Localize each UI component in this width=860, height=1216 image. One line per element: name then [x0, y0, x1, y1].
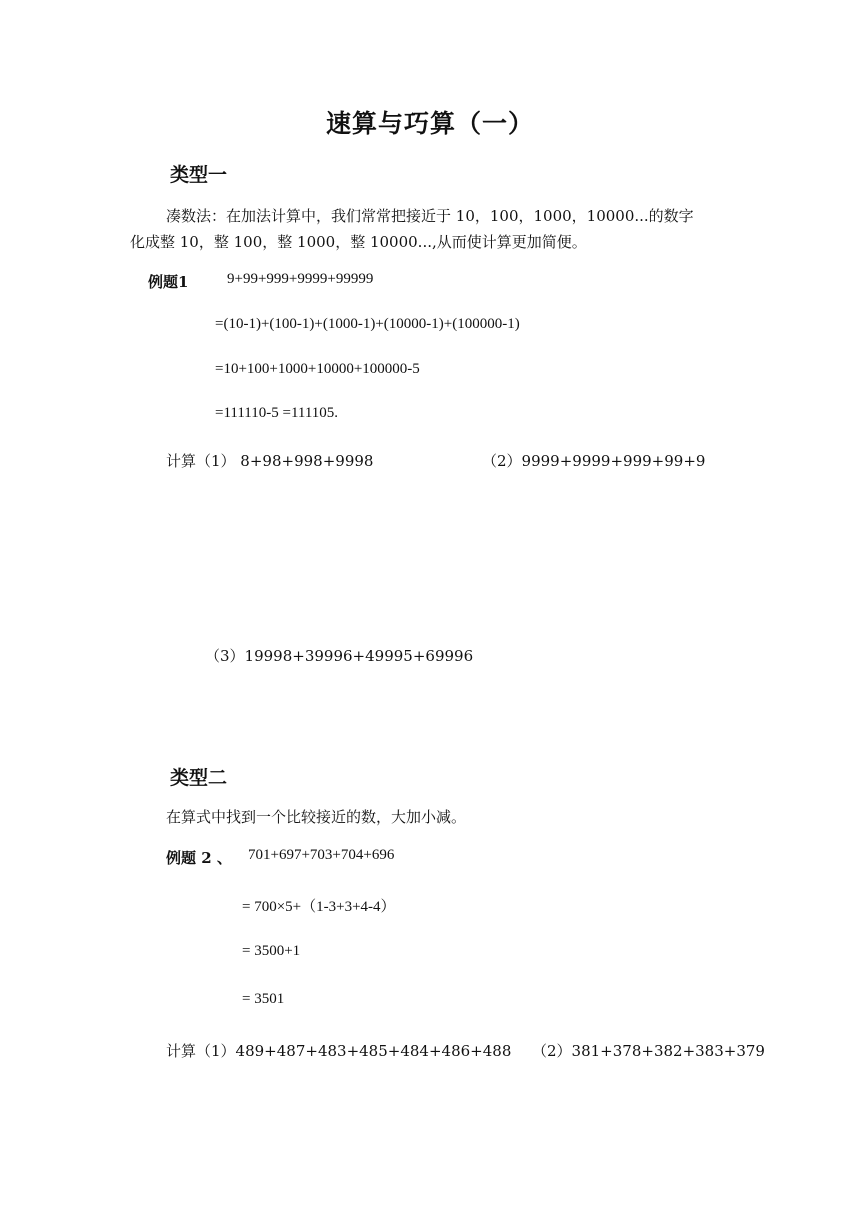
section-one-description-line-1: 凑数法：在加法计算中，我们常常把接近于 10，100，1000，10000...的数字 [166, 207, 694, 225]
example-two-label: 例题 2 、 [166, 849, 232, 867]
example-two-line-2: = 700×5+（1-3+3+4-4） [242, 899, 396, 915]
exercise-two-task-1: 计算（1）489+487+483+485+484+486+488 [166, 1042, 512, 1060]
exercise-one-task-2: （2）9999+9999+999+99+9 [482, 452, 706, 470]
exercise-one-task-3: （3）19998+39996+49995+69996 [205, 647, 474, 665]
example-one-label: 例题1 [148, 273, 189, 291]
section-heading-type-one: 类型一 [170, 164, 228, 186]
section-one-description-line-2: 化成整 10，整 100，整 1000，整 10000...,从而使计算更加简便。 [130, 233, 587, 251]
example-one-line-4: =111110-5 =111105. [215, 405, 339, 421]
example-one-line-1: 9+99+999+9999+99999 [227, 271, 374, 287]
section-two-description: 在算式中找到一个比较接近的数，大加小减。 [166, 808, 467, 826]
example-two-line-1: 701+697+703+704+696 [248, 847, 395, 863]
exercise-two-task-2: （2）381+378+382+383+379 [532, 1042, 765, 1060]
example-one-line-2: =(10-1)+(100-1)+(1000-1)+(10000-1)+(100000-1) [215, 316, 520, 332]
section-heading-type-two: 类型二 [170, 767, 228, 789]
example-two-line-4: = 3501 [242, 991, 285, 1007]
page-title: 速算与巧算（一） [325, 109, 534, 138]
example-one-line-3: =10+100+1000+10000+100000-5 [215, 361, 420, 377]
example-two-line-3: = 3500+1 [242, 943, 301, 959]
exercise-one-task-1: 计算（1） 8+98+998+9998 [166, 452, 374, 470]
